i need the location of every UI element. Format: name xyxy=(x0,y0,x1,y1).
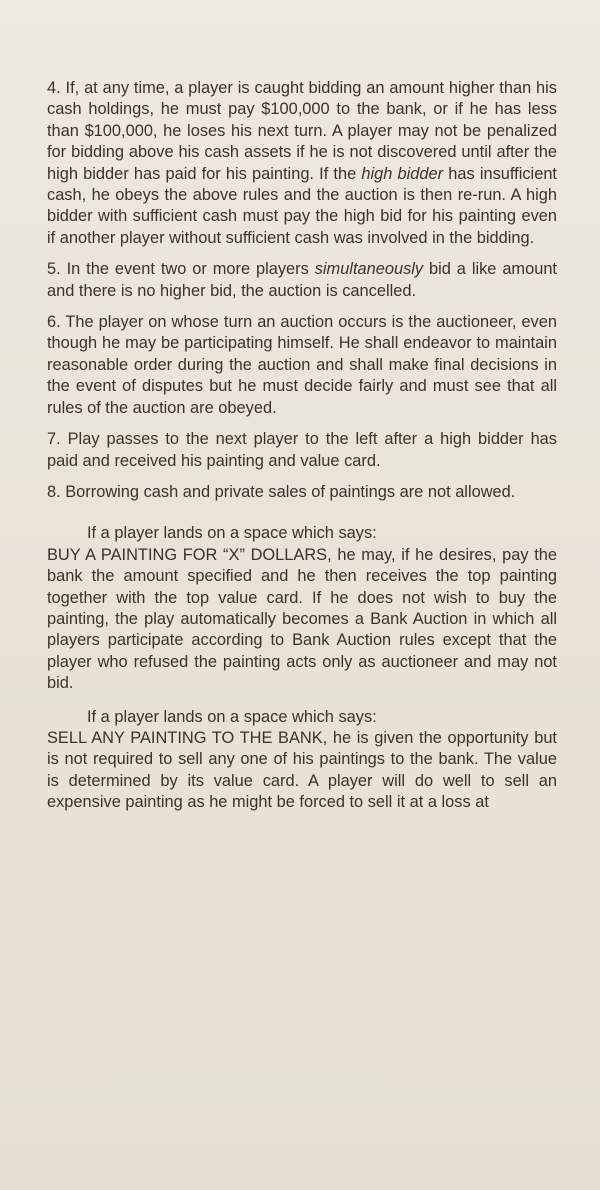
section-body: BUY A PAINTING FOR “X” DOLLARS, he may, if he desires, pay the bank the amount specified and he then receives the top painting together with the top value card. If he does not wish to buy the painting, the play automatically becomes a Bank Auction in which all players participate according to Bank Auction rules except that the player who refused the painting acts only as auctioneer and may not bid. xyxy=(47,545,557,693)
rule-text: Play passes to the next player to the left after a high bidder has paid and received his painting and value card. xyxy=(47,430,557,470)
rule-number: 4. xyxy=(47,79,61,97)
sell-painting-section xyxy=(47,707,557,814)
rule-text: In the event two or more players xyxy=(66,260,315,279)
rule-4 xyxy=(47,78,557,249)
emphasis-text: simultaneously xyxy=(314,260,424,279)
rule-number: 7. xyxy=(47,430,61,449)
rule-8 xyxy=(47,482,557,503)
section-intro: If a player lands on a space which says: xyxy=(87,707,377,726)
rule-text: has insufficient cash, he obeys the above rules and the auction is then re-run. A high bidder with sufficient cash must pay the high bid for his painting even if another player without sufficient cash was involved in the bidding. xyxy=(47,164,557,247)
rule-text: bid a like amount and there is no higher bid, the auction is cancelled. xyxy=(47,260,557,300)
section-body: SELL ANY PAINTING TO THE BANK, he is given the opportunity but is not required to sell any one of his paintings to the bank. The value is determined by its value card. A player will do well to sell an expensive painting as he might be forced to sell it at a loss at xyxy=(47,728,557,812)
emphasis-text: high bidder xyxy=(361,164,444,183)
buy-painting-section xyxy=(47,523,557,694)
section-intro: If a player lands on a space which says: xyxy=(87,524,377,543)
rule-5 xyxy=(47,259,557,302)
rule-text: The player on whose turn an auction occurs is the auctioneer, even though he may be participating himself. He shall endeavor to maintain reasonable order during the auction and shall make final decisions in the event of disputes but he must decide fairly and must see that all rules of the auction are obeyed. xyxy=(47,313,557,417)
rule-text: If, at any time, a player is caught bidding an amount higher than his cash holdings, he must pay $100,000 to the bank, or if he has less than $100,000, he loses his next turn. A player may not be penalized for bidding above his cash assets if he is not discovered until after the high bidder has paid for his painting. If the xyxy=(47,79,557,183)
rule-7 xyxy=(47,429,557,472)
rule-6 xyxy=(47,312,557,419)
rule-number: 5. xyxy=(47,260,61,279)
rules-text xyxy=(47,78,557,824)
rule-text: Borrowing cash and private sales of paintings are not allowed. xyxy=(65,482,516,501)
rule-number: 8. xyxy=(47,482,61,501)
rule-number: 6. xyxy=(47,313,61,332)
